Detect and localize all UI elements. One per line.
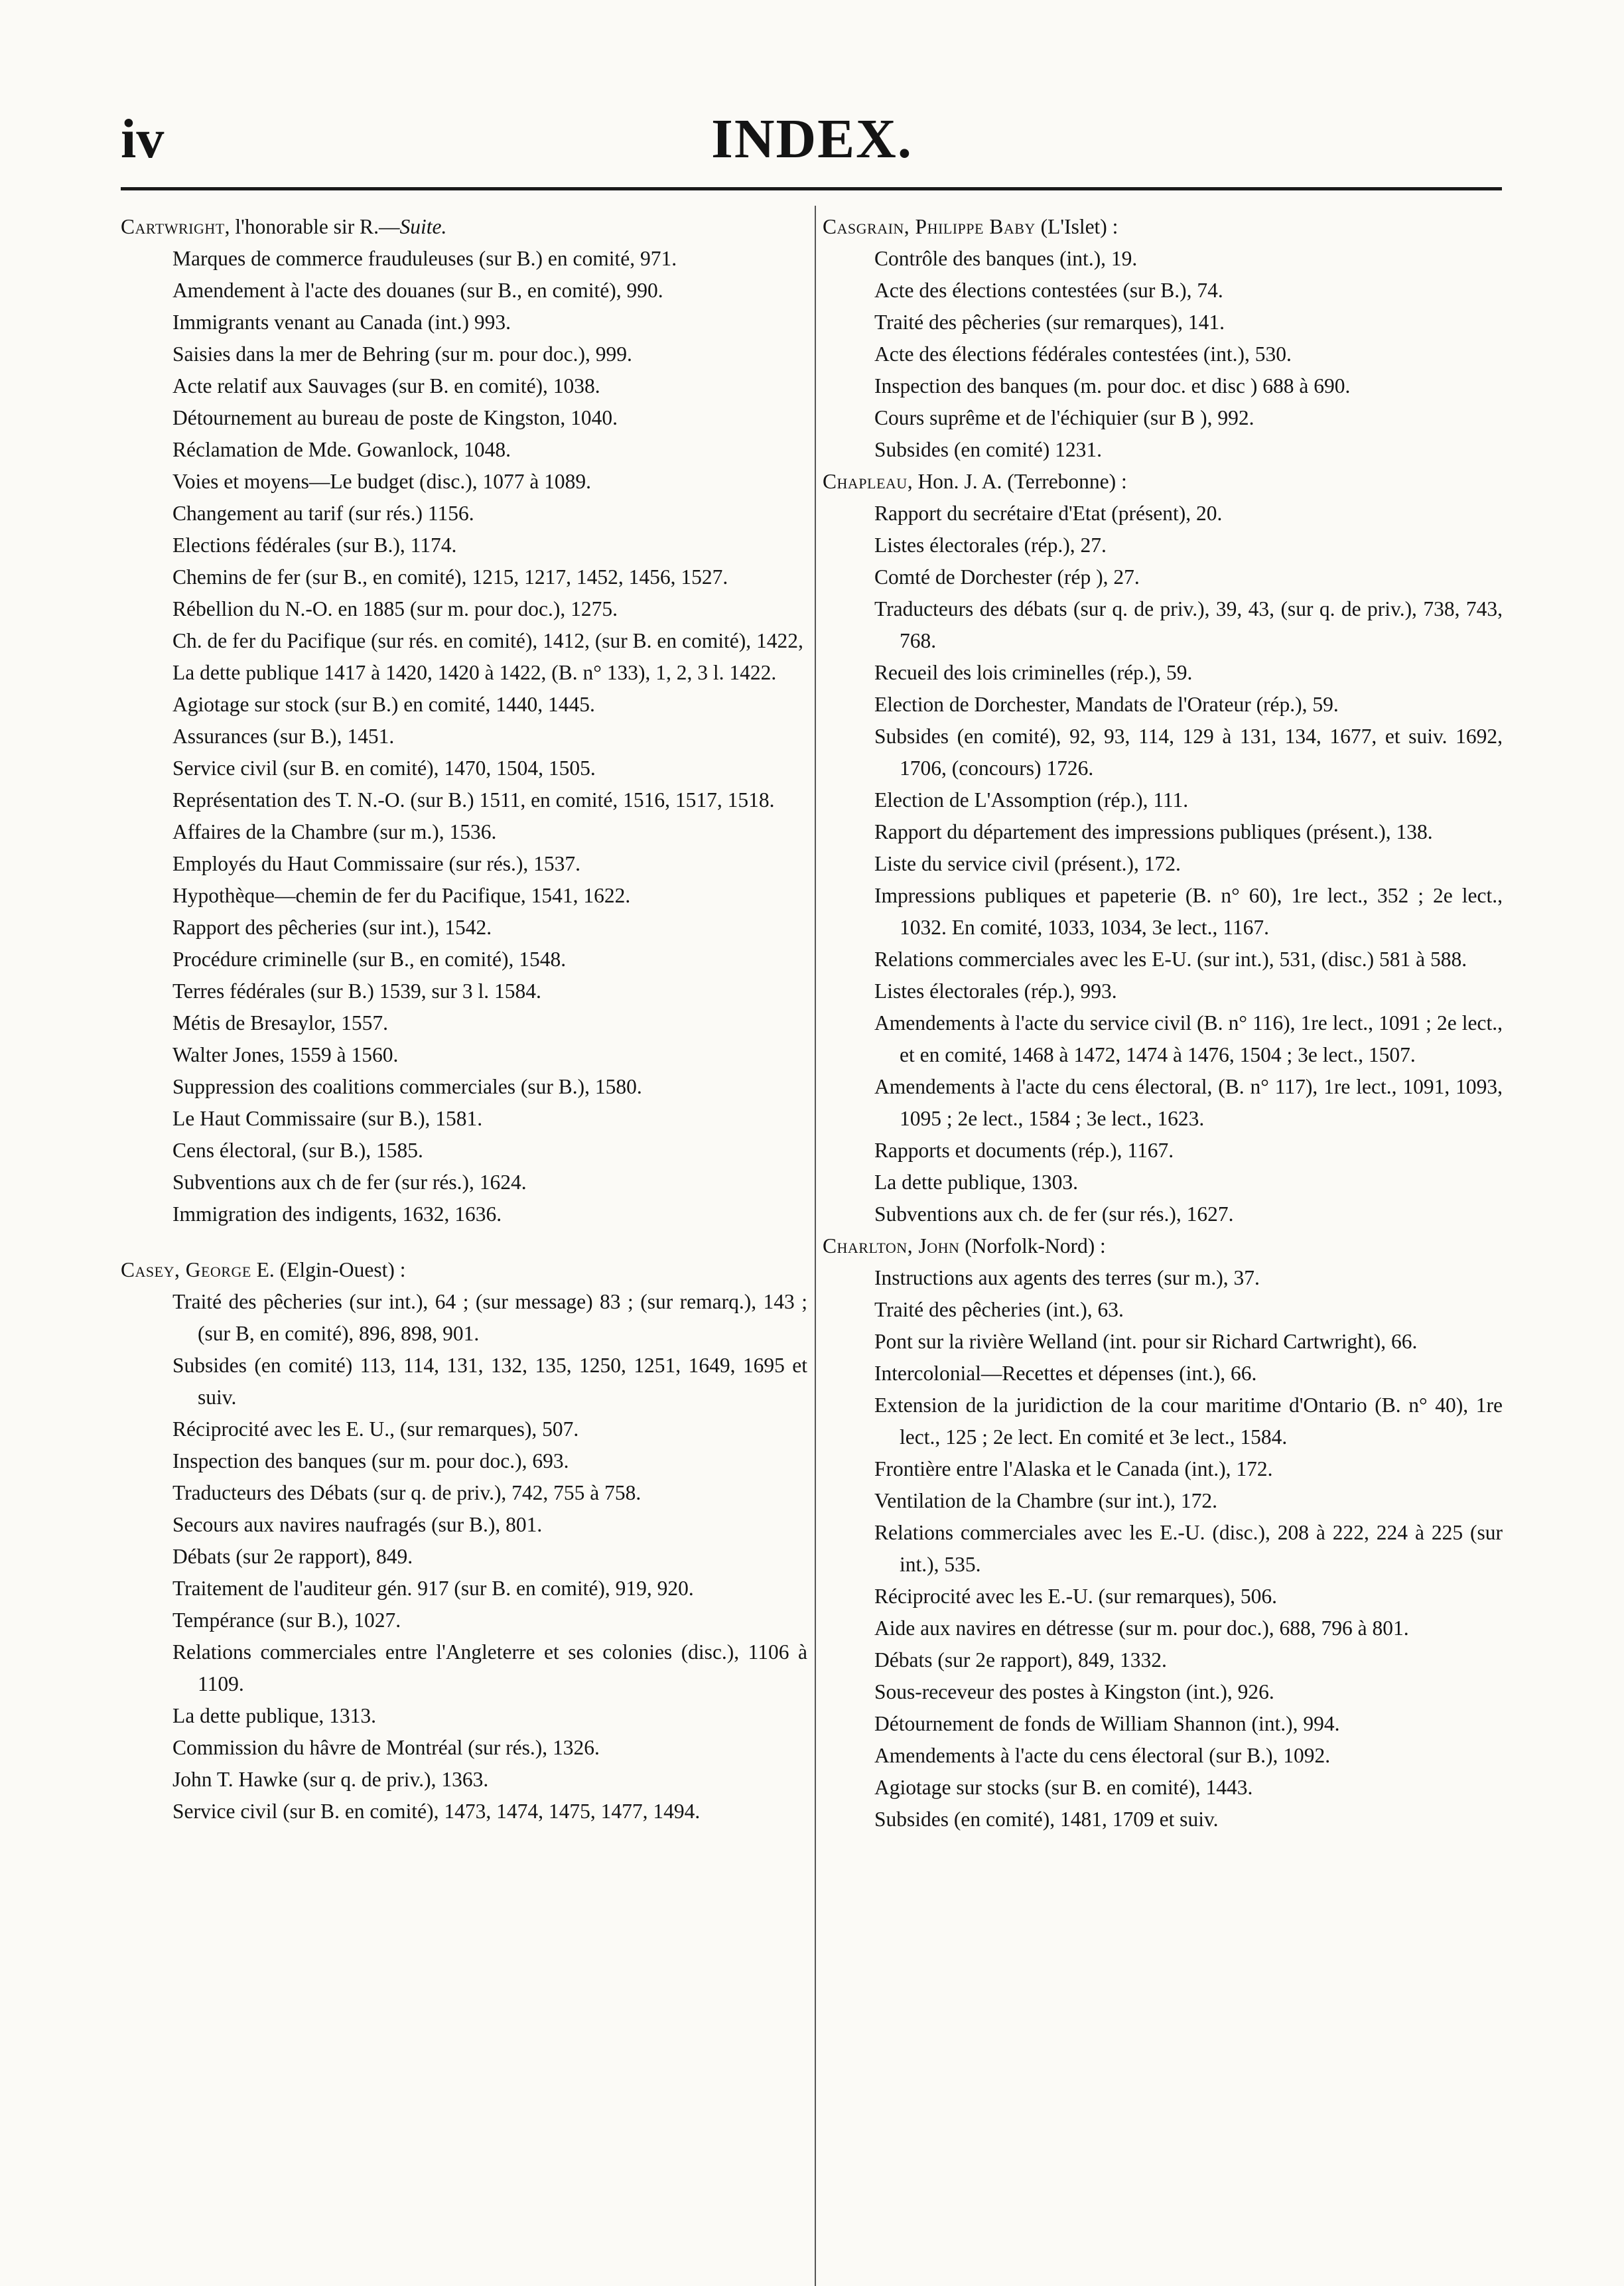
index-item: Rapport des pêcheries (sur int.), 1542.	[172, 916, 492, 939]
entry-detail: , Hon. J. A. (Terrebonne) :	[907, 470, 1127, 493]
index-item: Amendements à l'acte du service civil (B. n° 116), 1re lect., 1091 ; 2e lect., et en comité, 1468 à 1472, 1474 à 1476, 1504 ; 3e lect., 1507.	[874, 1011, 1503, 1066]
index-item: Agiotage sur stock (sur B.) en comité, 1440, 1445.	[172, 693, 595, 716]
index-item: Chemins de fer (sur B., en comité), 1215, 1217, 1452, 1456, 1527.	[172, 565, 728, 589]
index-item: Amendements à l'acte du cens électoral, (B. n° 117), 1re lect., 1091, 1093, 1095 ; 2e lect., 1584 ; 3e lect., 1623.	[874, 1075, 1503, 1130]
index-item: Walter Jones, 1559 à 1560.	[172, 1043, 399, 1066]
index-item: Changement au tarif (sur rés.) 1156.	[172, 502, 474, 525]
index-item: Traducteurs des Débats (sur q. de priv.), 742, 755 à 758.	[172, 1481, 642, 1504]
index-item: La dette publique 1417 à 1420, 1420 à 1422, (B. n° 133), 1, 2, 3 l. 1422.	[172, 661, 777, 684]
index-item: Listes électorales (rép.), 27.	[874, 534, 1107, 557]
index-item: Election de Dorchester, Mandats de l'Orateur (rép.), 59.	[874, 693, 1339, 716]
index-item: Intercolonial—Recettes et dépenses (int.), 66.	[874, 1362, 1257, 1385]
index-item: Secours aux navires naufragés (sur B.), 801.	[172, 1513, 543, 1536]
index-item: Frontière entre l'Alaska et le Canada (int.), 172.	[874, 1457, 1273, 1480]
index-item: Réciprocité avec les E.-U. (sur remarques), 506.	[874, 1585, 1278, 1608]
index-item: Aide aux navires en détresse (sur m. pour doc.), 688, 796 à 801.	[874, 1616, 1409, 1640]
index-item: Réciprocité avec les E. U., (sur remarques), 507.	[172, 1417, 579, 1441]
index-item: Cens électoral, (sur B.), 1585.	[172, 1139, 423, 1162]
index-item: Subsides (en comité), 92, 93, 114, 129 à 131, 134, 1677, et suiv. 1692, 1706, (concours) 1726.	[874, 725, 1503, 780]
index-item: Amendements à l'acte du cens électoral (sur B.), 1092.	[874, 1744, 1331, 1767]
entry-heading	[121, 1254, 807, 1286]
index-item: Rapports et documents (rép.), 1167.	[874, 1139, 1174, 1162]
index-item: Sous-receveur des postes à Kingston (int.), 926.	[874, 1680, 1274, 1703]
index-item: Service civil (sur B. en comité), 1470, 1504, 1505.	[172, 756, 596, 780]
index-item: Elections fédérales (sur B.), 1174.	[172, 534, 457, 557]
index-item: Subsides (en comité) 1231.	[874, 438, 1102, 461]
entry-heading	[823, 1230, 1503, 1262]
index-item: Détournement de fonds de William Shannon (int.), 994.	[874, 1712, 1340, 1735]
right-column	[823, 211, 1503, 1835]
index-item: Commission du hâvre de Montréal (sur rés.), 1326.	[172, 1736, 600, 1759]
entry-detail: , l'honorable sir R.—	[224, 215, 400, 238]
index-item: Instructions aux agents des terres (sur m.), 37.	[874, 1266, 1260, 1289]
index-item: Pont sur la rivière Welland (int. pour sir Richard Cartwright), 66.	[874, 1330, 1418, 1353]
index-item: Cours suprême et de l'échiquier (sur B ), 992.	[874, 406, 1254, 429]
index-item: Suppression des coalitions commerciales (sur B.), 1580.	[172, 1075, 642, 1098]
index-item: Affaires de la Chambre (sur m.), 1536.	[172, 820, 497, 843]
index-item: Rapport du département des impressions publiques (présent.), 138.	[874, 820, 1433, 843]
index-item: Débats (sur 2e rapport), 849.	[172, 1545, 413, 1568]
index-item: Métis de Bresaylor, 1557.	[172, 1011, 389, 1035]
index-item: Débats (sur 2e rapport), 849, 1332.	[874, 1648, 1167, 1672]
left-column	[121, 211, 807, 1827]
index-item: Subsides (en comité) 113, 114, 131, 132, 135, 1250, 1251, 1649, 1695 et suiv.	[172, 1354, 807, 1409]
index-item: Voies et moyens—Le budget (disc.), 1077 à 1089.	[172, 470, 592, 493]
index-item: Acte des élections contestées (sur B.), 74.	[874, 279, 1223, 302]
index-item: Listes électorales (rép.), 993.	[874, 979, 1117, 1003]
index-item: Impressions publiques et papeterie (B. n° 60), 1re lect., 352 ; 2e lect., 1032. En comité, 1033, 1034, 3e lect., 1167.	[874, 884, 1503, 939]
index-item: Procédure criminelle (sur B., en comité), 1548.	[172, 948, 567, 971]
index-item: Liste du service civil (présent.), 172.	[874, 852, 1181, 875]
index-item: Immigrants venant au Canada (int.) 993.	[172, 311, 511, 334]
index-item: Acte des élections fédérales contestées (int.), 530.	[874, 342, 1292, 366]
index-item: Rébellion du N.-O. en 1885 (sur m. pour doc.), 1275.	[172, 597, 618, 620]
index-item: Traité des pêcheries (int.), 63.	[874, 1298, 1124, 1321]
index-item: Terres fédérales (sur B.) 1539, sur 3 l. 1584.	[172, 979, 541, 1003]
index-item: Marques de commerce frauduleuses (sur B.) en comité, 971.	[172, 247, 677, 270]
index-item: Traité des pêcheries (sur remarques), 141.	[874, 311, 1225, 334]
index-entry	[823, 1230, 1503, 1835]
entry-name: Chapleau	[823, 470, 908, 493]
index-entry	[823, 211, 1503, 466]
index-item: Saisies dans la mer de Behring (sur m. pour doc.), 999.	[172, 342, 632, 366]
index-entry	[823, 466, 1503, 1230]
index-item: Ventilation de la Chambre (sur int.), 172.	[874, 1489, 1218, 1512]
index-item: Inspection des banques (sur m. pour doc.), 693.	[172, 1449, 569, 1472]
index-item: Immigration des indigents, 1632, 1636.	[172, 1202, 502, 1226]
entry-name: Cartwright	[121, 215, 225, 238]
entry-detail: (L'Islet) :	[1035, 215, 1118, 238]
index-item: La dette publique, 1303.	[874, 1171, 1079, 1194]
column-divider	[815, 206, 816, 2286]
index-item: Relations commerciales avec les E-U. (sur int.), 531, (disc.) 581 à 588.	[874, 948, 1467, 971]
page-number: iv	[121, 108, 165, 170]
index-item: Service civil (sur B. en comité), 1473, 1474, 1475, 1477, 1494.	[172, 1800, 701, 1823]
index-item: Traitement de l'auditeur gén. 917 (sur B. en comité), 919, 920.	[172, 1577, 694, 1600]
index-item: John T. Hawke (sur q. de priv.), 1363.	[172, 1768, 489, 1791]
index-item: Relations commerciales entre l'Angleterre et ses colonies (disc.), 1106 à 1109.	[172, 1640, 807, 1695]
entry-heading	[121, 211, 807, 243]
index-item: Acte relatif aux Sauvages (sur B. en comité), 1038.	[172, 374, 600, 397]
index-entry	[121, 1254, 807, 1827]
index-item: Traité des pêcheries (sur int.), 64 ; (sur message) 83 ; (sur remarq.), 143 ; (sur B, en comité), 896, 898, 901.	[172, 1290, 807, 1345]
page-title: INDEX.	[711, 108, 913, 170]
index-item: Subsides (en comité), 1481, 1709 et suiv.	[874, 1808, 1219, 1831]
entry-heading	[823, 211, 1503, 243]
entry-name: Casgrain, Philippe Baby	[823, 215, 1036, 238]
index-item: Employés du Haut Commissaire (sur rés.), 1537.	[172, 852, 581, 875]
index-item: Extension de la juridiction de la cour maritime d'Ontario (B. n° 40), 1re lect., 125 ; 2e lect. En comité et 3e lect., 1584.	[874, 1393, 1503, 1449]
index-item: Inspection des banques (m. pour doc. et disc ) 688 à 690.	[874, 374, 1351, 397]
entry-continued: Suite.	[399, 215, 447, 238]
index-item: Hypothèque—chemin de fer du Pacifique, 1541, 1622.	[172, 884, 631, 907]
index-item: Tempérance (sur B.), 1027.	[172, 1608, 401, 1632]
index-item: Contrôle des banques (int.), 19.	[874, 247, 1138, 270]
index-item: Comté de Dorchester (rép ), 27.	[874, 565, 1140, 589]
header-rule	[121, 187, 1502, 190]
index-item: Assurances (sur B.), 1451.	[172, 725, 395, 748]
index-item: Subventions aux ch. de fer (sur rés.), 1627.	[874, 1202, 1234, 1226]
entry-name: Charlton, John	[823, 1234, 960, 1257]
index-item: Amendement à l'acte des douanes (sur B., en comité), 990.	[172, 279, 663, 302]
index-item: Relations commerciales avec les E.-U. (disc.), 208 à 222, 224 à 225 (sur int.), 535.	[874, 1521, 1503, 1576]
index-item: Rapport du secrétaire d'Etat (présent), 20.	[874, 502, 1223, 525]
index-item: Agiotage sur stocks (sur B. en comité), 1443.	[874, 1776, 1253, 1799]
index-item: Election de L'Assomption (rép.), 111.	[874, 788, 1189, 812]
entry-detail: E. (Elgin-Ouest) :	[251, 1258, 406, 1281]
index-item: Recueil des lois criminelles (rép.), 59.	[874, 661, 1193, 684]
entry-heading	[823, 466, 1503, 498]
index-item: Traducteurs des débats (sur q. de priv.), 39, 43, (sur q. de priv.), 738, 743, 768.	[874, 597, 1503, 652]
index-item: Ch. de fer du Pacifique (sur rés. en comité), 1412, (sur B. en comité), 1422,	[172, 629, 803, 652]
entry-detail: (Norfolk-Nord) :	[959, 1234, 1106, 1257]
index-item: Représentation des T. N.-O. (sur B.) 1511, en comité, 1516, 1517, 1518.	[172, 788, 775, 812]
index-item: Subventions aux ch de fer (sur rés.), 1624.	[172, 1171, 527, 1194]
index-entry	[121, 211, 807, 1230]
index-item: Réclamation de Mde. Gowanlock, 1048.	[172, 438, 511, 461]
index-item: Le Haut Commissaire (sur B.), 1581.	[172, 1107, 483, 1130]
index-item: La dette publique, 1313.	[172, 1704, 377, 1727]
index-item: Détournement au bureau de poste de Kingston, 1040.	[172, 406, 618, 429]
entry-name: Casey, George	[121, 1258, 251, 1281]
